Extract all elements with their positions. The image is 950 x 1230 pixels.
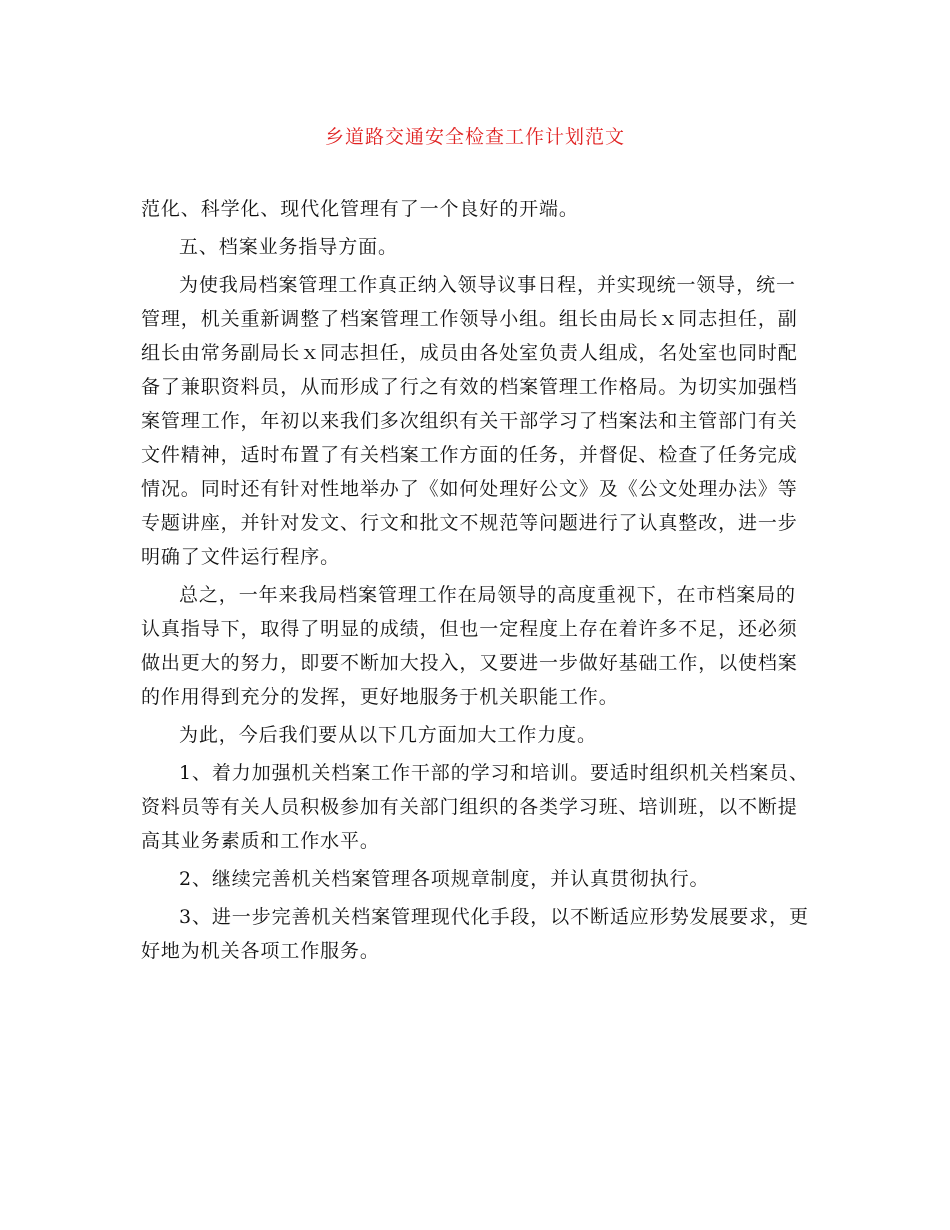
paragraph: 为此，今后我们要从以下几方面加大工作力度。 xyxy=(179,724,597,746)
list-item: 1、着力加强机关档案工作干部的学习和培训。要适时组织机关档案员、资料员等有关人员积极参加有关部门组织的各类学习班、培训班，以不断提高其业务素质和工作水平。 xyxy=(141,762,809,852)
list-item: 3、进一步完善机关档案管理现代化手段，以不断适应形势发展要求，更好地为机关各项工作服务。 xyxy=(141,906,809,962)
list-item: 2、继续完善机关档案管理各项规章制度，并认真贯彻执行。 xyxy=(179,868,710,890)
document-body xyxy=(141,192,813,972)
document-title: 乡道路交通安全检查工作计划范文 xyxy=(324,126,625,148)
paragraph: 总之，一年来我局档案管理工作在局领导的高度重视下，在市档案局的认真指导下，取得了明显的成绩，但也一定程度上存在着许多不足，还必须做出更大的努力，即要不断加大投入，又要进一步做好基础工作，以使档案的作用得到充分的发挥，更好地服务于机关职能工作。 xyxy=(141,584,798,708)
paragraph-continuation: 范化、科学化、现代化管理有了一个良好的开端。 xyxy=(141,198,579,220)
paragraph: 为使我局档案管理工作真正纳入领导议事日程，并实现统一领导，统一管理，机关重新调整了档案管理工作领导小组。组长由局长ｘ同志担任，副组长由常务副局长ｘ同志担任，成员由各处室负责人组成，名处室也同时配备了兼职资料员，从而形成了行之有效的档案管理工作格局。为切实加强档案管理工作，年初以来我们多次组织有关干部学习了档案法和主管部门有关文件精神，适时布置了有关档案工作方面的任务，并督促、检查了任务完成情况。同时还有针对性地举办了《如何处理好公文》及《公文处理办法》等专题讲座，并针对发文、行文和批文不规范等问题进行了认真整改，进一步明确了文件运行程序。 xyxy=(141,274,798,568)
paragraph-section-heading: 五、档案业务指导方面。 xyxy=(179,236,398,258)
